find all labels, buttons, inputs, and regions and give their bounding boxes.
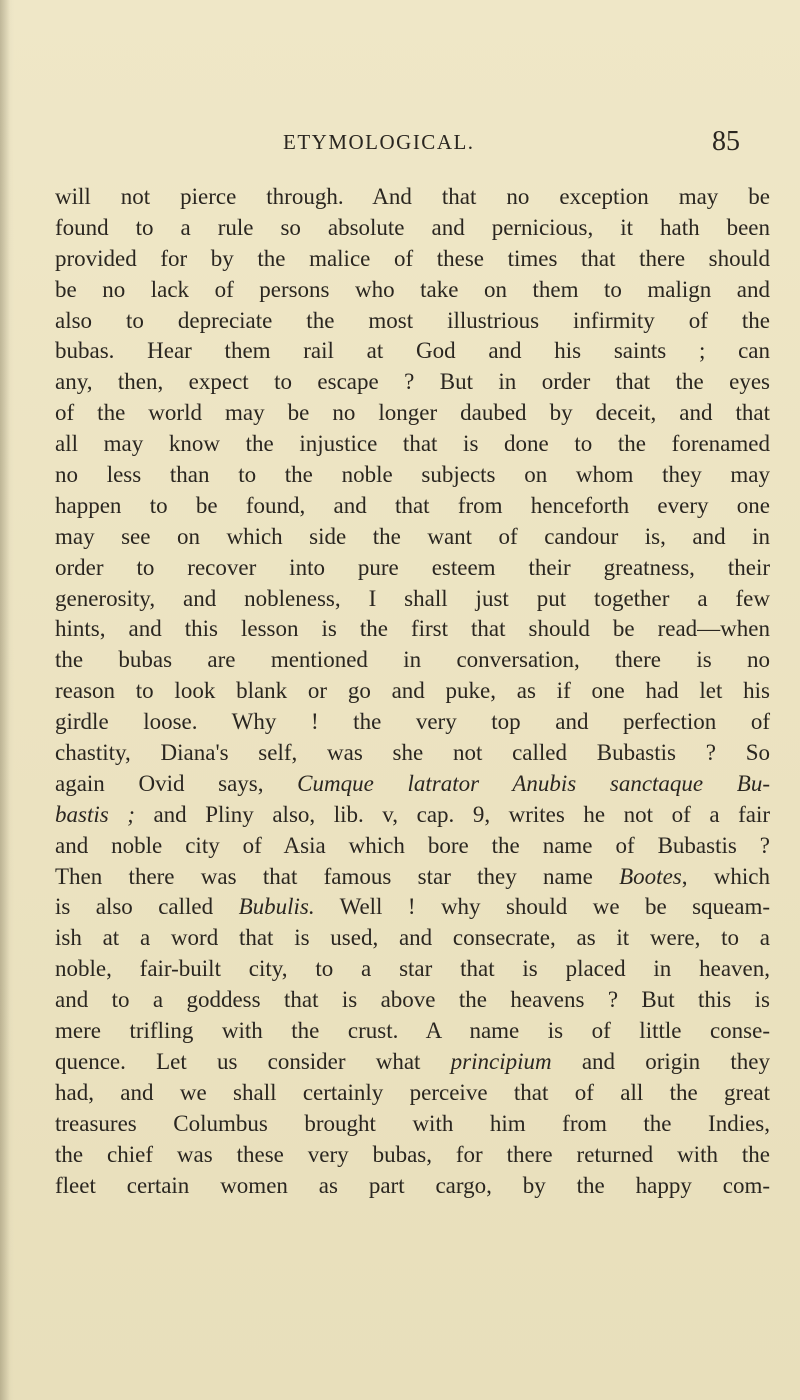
text-line [55, 584, 770, 615]
italic-text: Cumque latrator Anubis sanctaque Bu- [297, 770, 771, 796]
text-line [55, 923, 770, 954]
text-run: chastity, Diana's self, was she not called Bubastis ? So [55, 740, 770, 766]
text-run: noble, fair-built city, to a star that is placed in heaven, [55, 956, 770, 982]
text-line [55, 707, 770, 738]
text-line [55, 491, 770, 522]
text-line [55, 1171, 770, 1202]
running-head [0, 126, 800, 166]
text-run: the chief was these very bubas, for there returned with the [55, 1141, 770, 1167]
text-run: be no lack of persons who take on them to malign and [55, 276, 770, 302]
body-text [55, 182, 770, 1201]
page-number: 85 [712, 126, 740, 157]
text-line [55, 182, 770, 213]
text-line [55, 769, 770, 800]
text-line [55, 1078, 770, 1109]
text-line [55, 522, 770, 553]
text-line [55, 1140, 770, 1171]
running-head-title: ETYMOLOGICAL. [283, 130, 475, 154]
text-run: again Ovid says, [55, 770, 298, 796]
text-run: , which [681, 863, 770, 889]
text-line [55, 645, 770, 676]
text-run: fleet certain women as part cargo, by the happy com- [55, 1172, 770, 1198]
text-run: treasures Columbus brought with him from the Indies, [55, 1110, 770, 1136]
text-run: happen to be found, and that from henceforth every one [55, 492, 770, 518]
text-run: no less than to the noble subjects on whom they may [55, 462, 770, 488]
gutter-shadow [0, 0, 10, 1400]
text-line [55, 367, 770, 398]
text-line [55, 553, 770, 584]
text-run: found to a rule so absolute and pernicious, it hath been [55, 214, 770, 240]
text-run: may see on which side the want of candour is, and in [55, 523, 770, 549]
text-line [55, 398, 770, 429]
text-run: Then there was that famous star they name [55, 863, 620, 889]
text-line [55, 336, 770, 367]
italic-text: bastis ; [55, 801, 135, 827]
text-line [55, 1047, 770, 1078]
text-run: any, then, expect to escape ? But in order that the eyes [55, 369, 770, 395]
text-run: order to recover into pure esteem their greatness, their [55, 554, 770, 580]
text-line [55, 429, 770, 460]
text-line [55, 213, 770, 244]
text-line [55, 614, 770, 645]
text-line [55, 831, 770, 862]
text-run: reason to look blank or go and puke, as if one had let his [55, 678, 770, 704]
text-run: generosity, and nobleness, I shall just put together a few [55, 585, 770, 611]
text-run: and to a goddess that is above the heavens ? But this is [55, 987, 770, 1013]
text-line [55, 892, 770, 923]
text-line [55, 306, 770, 337]
text-line [55, 738, 770, 769]
text-line [55, 954, 770, 985]
text-line [55, 460, 770, 491]
text-run: Well ! why should we be squeam- [314, 894, 771, 920]
text-line [55, 275, 770, 306]
text-run: had, and we shall certainly perceive that of all the great [55, 1079, 770, 1105]
text-run: hints, and this lesson is the first that should be read—when [55, 616, 770, 642]
italic-text: Bootes [619, 863, 682, 889]
text-run: will not pierce through. And that no exception may be [55, 184, 770, 209]
text-line [55, 676, 770, 707]
text-run: the bubas are mentioned in conversation, there is no [55, 647, 770, 673]
text-run: girdle loose. Why ! the very top and perfection of [55, 709, 770, 735]
text-run: provided for by the malice of these times that there should [55, 245, 770, 271]
text-run: ish at a word that is used, and consecrate, as it were, to a [55, 925, 770, 951]
italic-text: Bubulis. [238, 894, 315, 920]
text-line [55, 862, 770, 893]
text-run: of the world may be no longer daubed by deceit, and that [55, 400, 770, 426]
text-line [55, 244, 770, 275]
text-run: quence. Let us consider what [55, 1048, 451, 1074]
text-run: and noble city of Asia which bore the name of Bubastis ? [55, 832, 770, 858]
text-line [55, 985, 770, 1016]
text-line [55, 800, 770, 831]
text-line [55, 1016, 770, 1047]
text-run: and origin they [551, 1048, 770, 1074]
italic-text: principium [450, 1048, 552, 1074]
text-run: bubas. Hear them rail at God and his saints ; can [55, 338, 770, 364]
text-run: and Pliny also, lib. v, cap. 9, writes he not of a fair [134, 801, 771, 827]
text-line [55, 1109, 770, 1140]
text-run: mere trifling with the crust. A name is of little conse- [55, 1018, 770, 1044]
text-run: is also called [55, 894, 239, 920]
text-run: also to depreciate the most illustrious infirmity of the [55, 307, 770, 333]
text-run: all may know the injustice that is done to the forenamed [55, 431, 770, 457]
